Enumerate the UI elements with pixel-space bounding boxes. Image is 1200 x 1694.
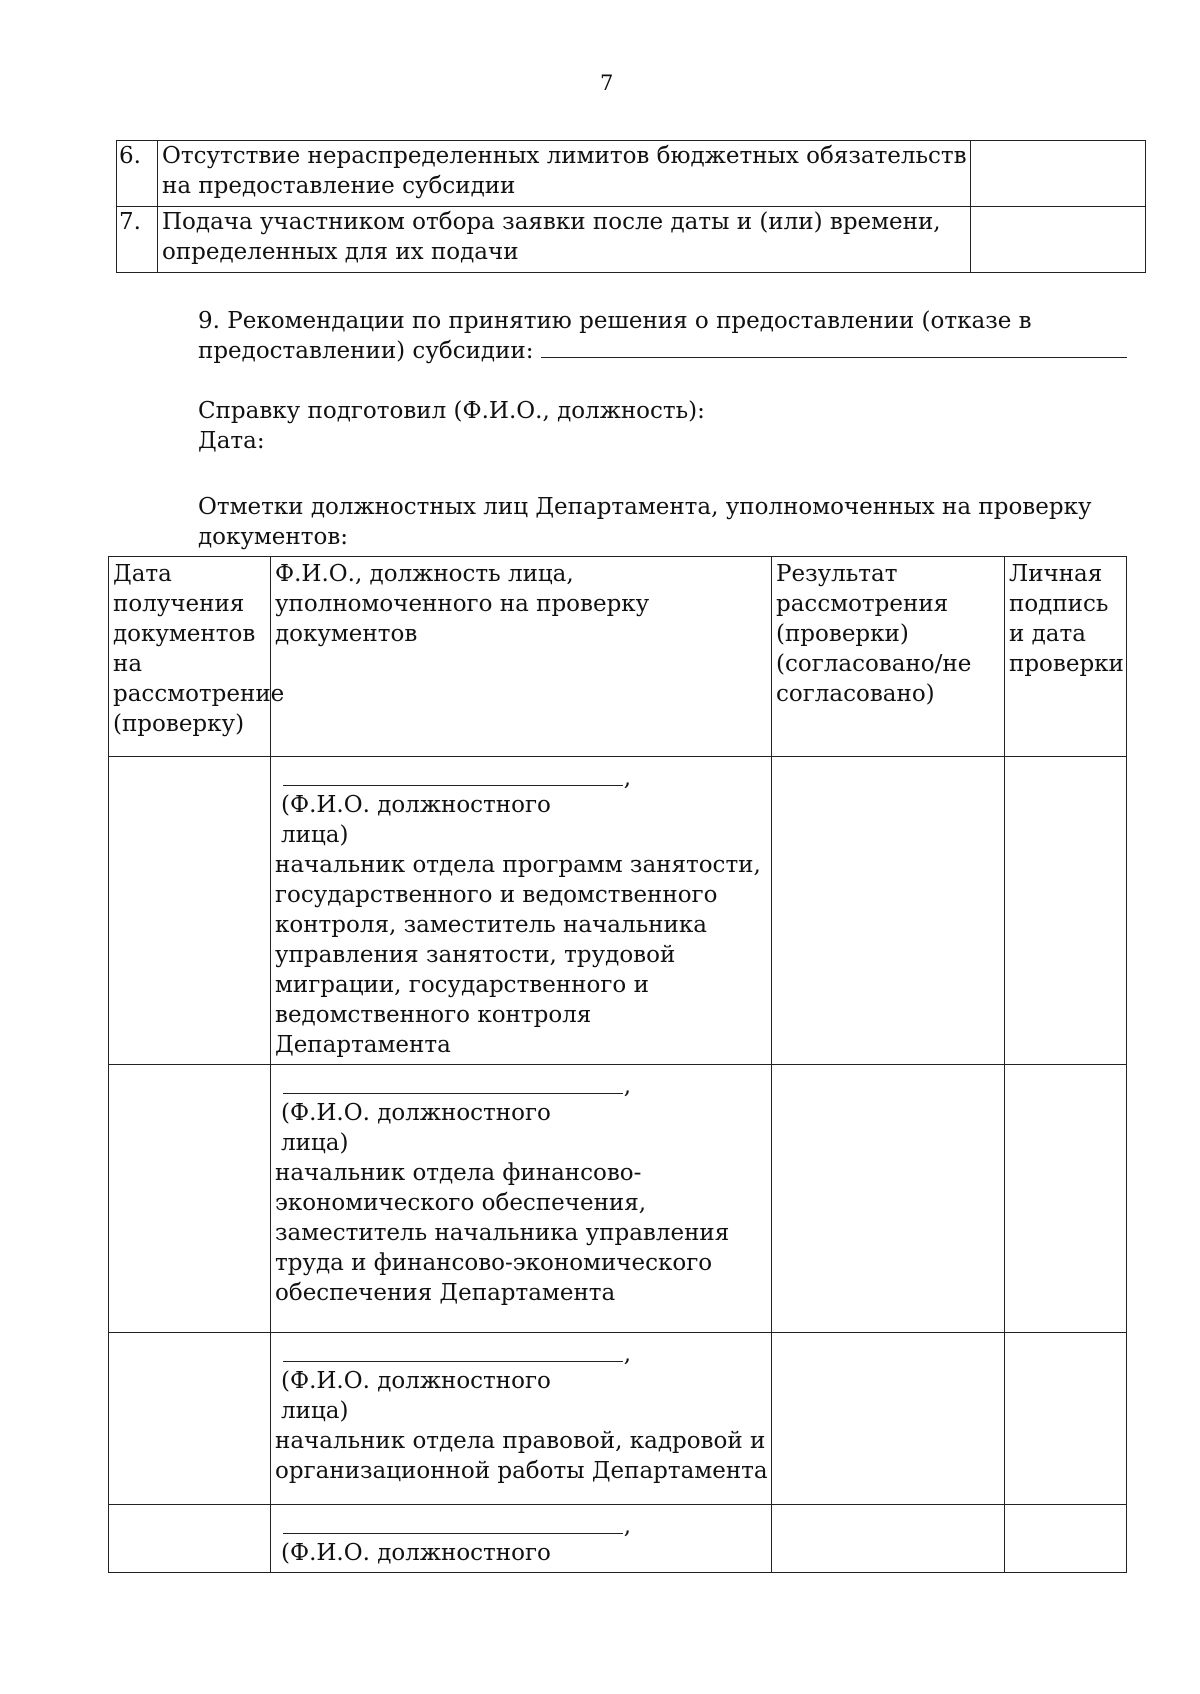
date-cell [109,757,271,1065]
header-date-received: Дата получения документов на рассмотрение (проверку) [109,557,271,757]
table-row [109,1505,1127,1573]
signature-cell [1005,1065,1127,1333]
page-number: 7 [600,71,614,95]
fio-placeholder: (Ф.И.О. должностного лица) [281,1100,551,1156]
official-cell [271,1505,772,1573]
criteria-mark-cell [971,141,1146,207]
header-signature-date: Личная подпись и дата проверки [1005,557,1127,757]
official-position: начальник отдела финансово-экономического обеспечения, заместитель начальника управления труда и финансово-экономического обеспечения Департамента [275,1160,730,1306]
fio-placeholder: (Ф.И.О. должностного лица) [281,1368,551,1424]
date-cell [109,1505,271,1573]
recommendation-text: 9. Рекомендации по принятию решения о предоставлении (отказе в предоставлении) субсидии: [198,308,1032,364]
date-cell [109,1065,271,1333]
criteria-table [116,140,1146,273]
signature-cell [1005,1333,1127,1505]
criteria-row [117,141,1146,207]
marks-intro-text: Отметки должностных лиц Департамента, уполномоченных на проверку документов: [198,494,1092,550]
signature-table [108,556,1127,1573]
criteria-text: Отсутствие нераспределенных лимитов бюджетных обязательств на предоставление субсидии [158,141,971,207]
date-cell [109,1333,271,1505]
header-review-result: Результат рассмотрения (проверки) (согласовано/не согласовано) [772,557,1005,757]
result-cell [772,1065,1005,1333]
table-row [109,757,1127,1065]
official-cell [271,1065,772,1333]
fio-placeholder: (Ф.И.О. должностного лица) [281,792,551,848]
recommendation-blank-line [541,337,1127,358]
signature-table-header [109,557,1127,757]
fio-placeholder: (Ф.И.О. должностного [281,1540,551,1566]
signature-blank-line: , [283,1513,623,1534]
recommendation-paragraph [198,306,1138,366]
table-row [109,1333,1127,1505]
official-cell [271,1333,772,1505]
signature-cell [1005,757,1127,1065]
criteria-mark-cell [971,207,1146,273]
result-cell [772,1505,1005,1573]
signature-blank-line: , [283,765,623,786]
official-cell [271,757,772,1065]
official-position: начальник отдела программ занятости, государственного и ведомственного контроля, заместитель начальника управления занятости, трудовой миграции, государственного и ведомственного контроля Департамента [275,852,761,1058]
result-cell [772,757,1005,1065]
signature-blank-line: , [283,1341,623,1362]
prepared-by-label: Справку подготовил (Ф.И.О., должность): [198,398,705,424]
date-label: Дата: [198,428,265,454]
criteria-text: Подача участником отбора заявки после даты и (или) времени, определенных для их подачи [158,207,971,273]
table-row [109,1065,1127,1333]
signature-blank-line: , [283,1073,623,1094]
official-position: начальник отдела правовой, кадровой и организационной работы Департамента [275,1428,768,1484]
criteria-number: 6. [117,141,158,207]
criteria-row [117,207,1146,273]
criteria-number: 7. [117,207,158,273]
header-official-name: Ф.И.О., должность лица, уполномоченного на проверку документов [271,557,772,757]
result-cell [772,1333,1005,1505]
signature-cell [1005,1505,1127,1573]
